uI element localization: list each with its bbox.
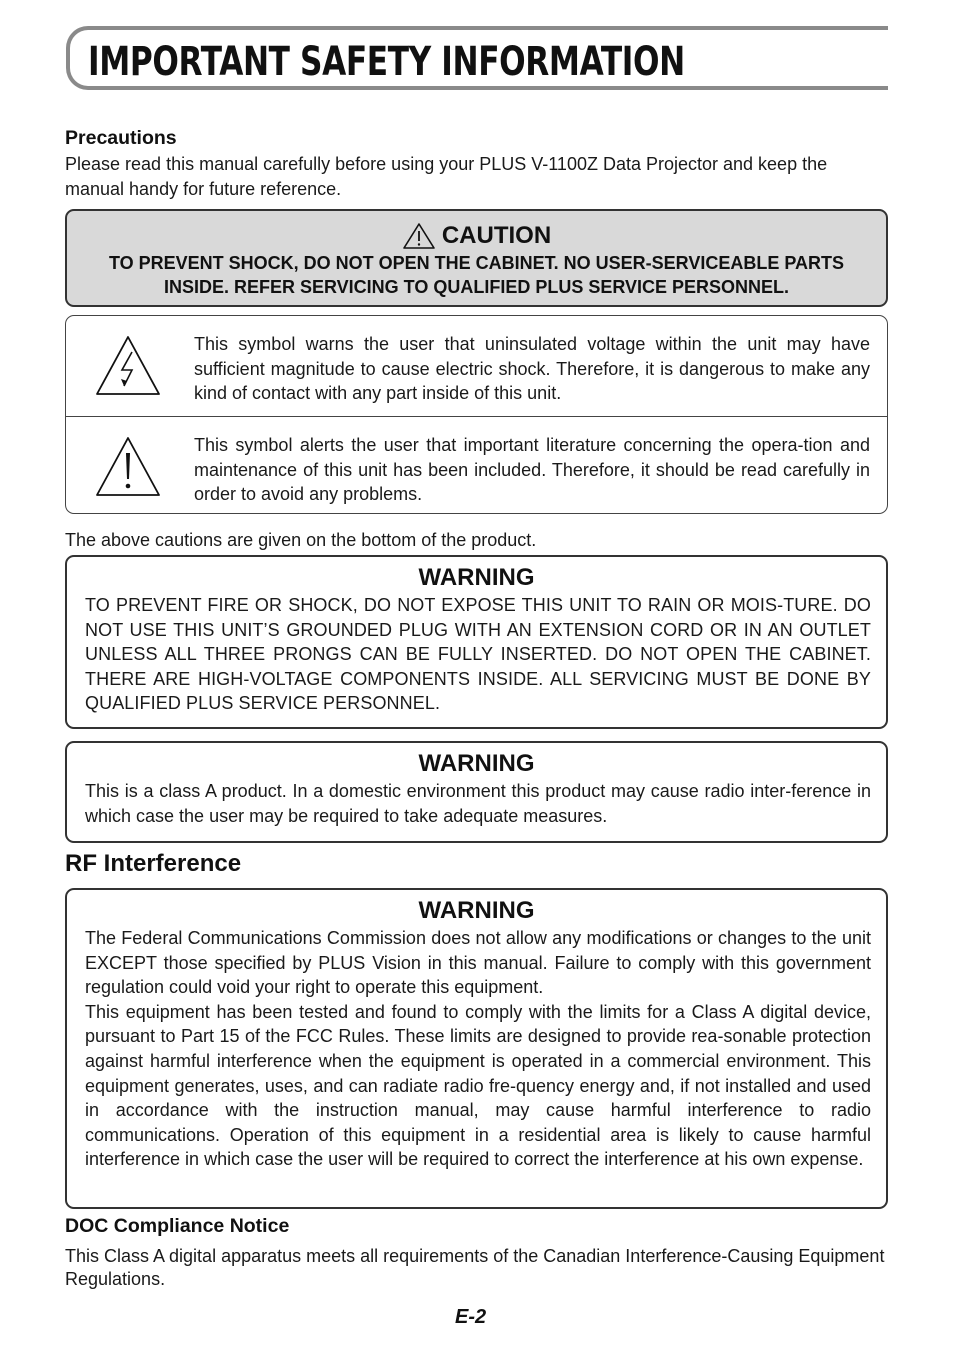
caution-box (65, 209, 888, 307)
doc-compliance-text: This Class A digital apparatus meets all requirements of the Canadian Interference-Causing Equipment Regulations. (65, 1246, 885, 1289)
cautions-note: The above cautions are given on the bottom of the product. (65, 530, 537, 550)
symbol-row (66, 416, 887, 514)
doc-compliance-heading: DOC Compliance Notice (65, 1215, 290, 1237)
warning-title: WARNING (418, 564, 535, 591)
exclamation-symbol-text: This symbol alerts the user that important literature concerning the opera-tion and maintenance of this unit has been included. Therefore, it should be read carefully in order to avoid any problems. (194, 435, 870, 504)
caution-triangle-icon (402, 222, 436, 250)
exclamation-warning-icon (94, 435, 162, 499)
precautions-text: Please read this manual carefully before using your PLUS V-1100Z Data Projector and keep the manual handy for future reference. (65, 154, 828, 199)
caution-title: CAUTION (441, 222, 552, 249)
symbol-row (66, 316, 887, 415)
symbols-table (65, 315, 888, 514)
warning-text: This is a class A product. In a domestic environment this product may cause radio inter-ference in which case the user may be required to take adequate measures. (85, 781, 871, 826)
caution-heading (67, 221, 886, 251)
fcc-paragraph-2: This equipment has been tested and found to comply with the limits for a Class A digital device, pursuant to Part 15 of the FCC Rules. These limits are designed to provide rea-sonable protection against harmful interference when the equipment is operated in a commercial environment. This equipment generates, uses, and can radiate radio fre-quency energy and, if not installed and used in accordance with the instruction manual, may cause harmful interference to radio communications. Operation of this equipment in a residential area is likely to cause harmful interference in which case the user will be required to correct the interference at his own expense. (85, 1001, 871, 1170)
warning-title: WARNING (418, 750, 535, 777)
precautions-heading: Precautions (65, 127, 177, 149)
page-title: IMPORTANT SAFETY INFORMATION (88, 39, 685, 85)
warning-box-fcc (65, 888, 888, 1209)
caution-text: TO PREVENT SHOCK, DO NOT OPEN THE CABINET. NO USER-SERVICEABLE PARTS INSIDE. REFER SERVICING TO QUALIFIED PLUS SERVICE PERSONNEL. (108, 253, 845, 297)
warning-title: WARNING (418, 897, 535, 924)
warning-text: TO PREVENT FIRE OR SHOCK, DO NOT EXPOSE THIS UNIT TO RAIN OR MOIS-TURE. DO NOT USE THIS UNIT’S GROUNDED PLUG WITH AN EXTENSION CORD OR IN AN OUTLET UNLESS ALL THREE PRONGS CAN BE FULLY INSERTED. DO NOT OPEN THE CABINET. THERE ARE HIGH-VOLTAGE COMPONENTS INSIDE. ALL SERVICING MUST BE DONE BY QUALIFIED PLUS SERVICE PERSONNEL. (85, 595, 871, 714)
warning-box-class-a (65, 741, 888, 843)
fcc-paragraph-1: The Federal Communications Commission does not allow any modifications or changes to the unit EXCEPT those specified by PLUS Vision in this manual. Failure to comply with this government regulation could void your right to operate this equipment. (85, 928, 871, 998)
rf-interference-heading: RF Interference (65, 850, 242, 877)
page-number: E-2 (455, 1306, 487, 1328)
lightning-warning-icon (94, 334, 162, 398)
lightning-symbol-text: This symbol warns the user that uninsulated voltage within the unit may have sufficient magnitude to cause electric shock. Therefore, it is dangerous to make any kind of contact with any part inside of this unit. (194, 334, 870, 403)
warning-box-fire-shock (65, 555, 888, 729)
